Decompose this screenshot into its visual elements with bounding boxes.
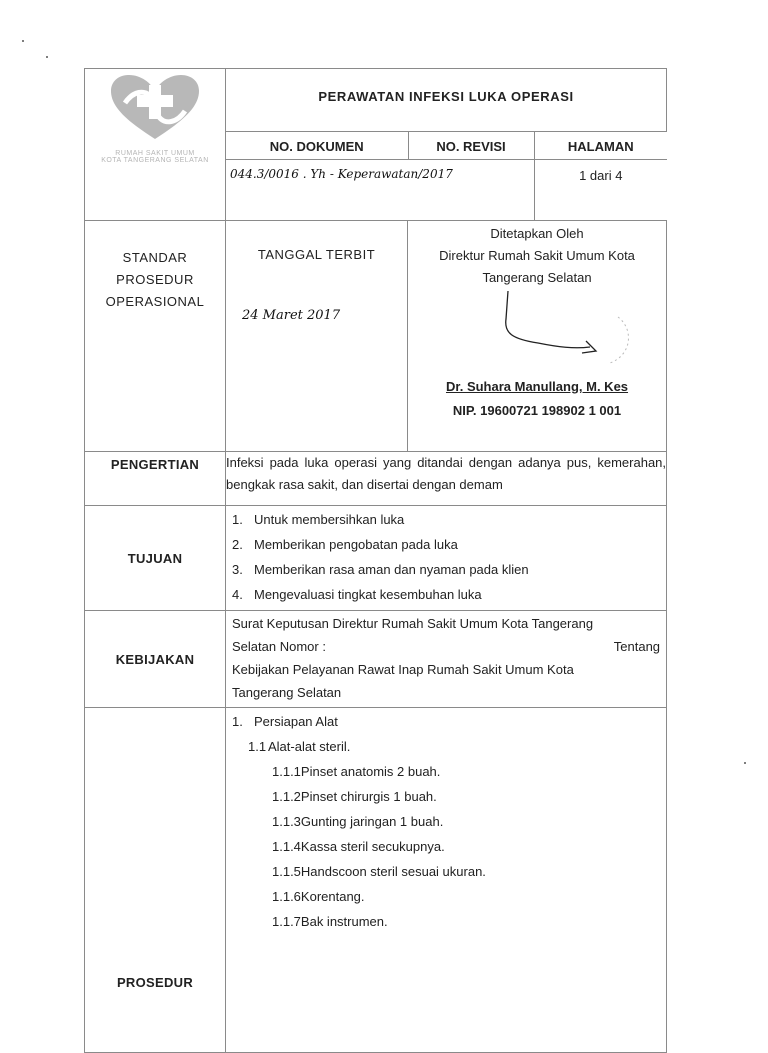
list-item: 4. Mengevaluasi tingkat kesembuhan luka xyxy=(232,587,482,602)
pengertian-text: Infeksi pada luka operasi yang ditandai dengan adanya pus, kemerahan, bengkak rasa sakit, dan disertai dengan demam xyxy=(226,452,667,506)
kebijakan-line1: Surat Keputusan Direktur Rumah Sakit Umum Kota Tangerang xyxy=(232,616,594,631)
list-item: 3. Memberikan rasa aman dan nyaman pada klien xyxy=(232,562,529,577)
kebijakan-text xyxy=(226,611,667,708)
tanggal-terbit-cell xyxy=(226,221,408,452)
spo-label-line3: OPERASIONAL xyxy=(105,294,205,309)
scan-speck xyxy=(744,762,746,764)
spo-label-line2: PROSEDUR xyxy=(116,272,194,287)
halaman-value: 1 dari 4 xyxy=(534,160,667,221)
spo-label-cell xyxy=(85,221,226,452)
spo-label-line1: STANDAR xyxy=(122,250,188,265)
sop-table xyxy=(84,68,667,1053)
logo-text-line1: RUMAH SAKIT UMUM xyxy=(115,150,195,157)
document-title: PERAWATAN INFEKSI LUKA OPERASI xyxy=(226,69,667,132)
halaman-label: HALAMAN xyxy=(534,132,667,160)
tanggal-terbit-value: 24 Maret 2017 xyxy=(242,308,341,323)
prosedur-list xyxy=(226,708,667,1053)
list-item: 1.1.2Pinset chirurgis 1 buah. xyxy=(272,789,437,804)
pengertian-label: PENGERTIAN xyxy=(85,452,226,506)
ditetapkan-line2: Direktur Rumah Sakit Umum Kota xyxy=(439,248,635,263)
sop-document xyxy=(84,68,666,1053)
no-dokumen-value-cell xyxy=(226,160,534,221)
list-item: 1.1.4Kassa steril secukupnya. xyxy=(272,839,445,854)
list-item: 1.1.3Gunting jaringan 1 buah. xyxy=(272,814,444,829)
hospital-logo xyxy=(107,73,203,143)
list-item: 1.1.1Pinset anatomis 2 buah. xyxy=(272,764,441,779)
kebijakan-label: KEBIJAKAN xyxy=(85,611,226,708)
list-item: 1.1.6Korentang. xyxy=(272,889,365,904)
prosedur-label: PROSEDUR xyxy=(85,708,226,1053)
ditetapkan-line1: Ditetapkan Oleh xyxy=(490,226,584,241)
no-dokumen-label: NO. DOKUMEN xyxy=(226,132,408,160)
logo-text-line2: KOTA TANGERANG SELATAN xyxy=(101,157,209,164)
tujuan-label: TUJUAN xyxy=(85,506,226,611)
kebijakan-line4: Tangerang Selatan xyxy=(232,685,342,700)
document-meta-table xyxy=(226,132,667,220)
list-item: 1.1.5Handscoon steril sesuai ukuran. xyxy=(272,864,486,879)
scan-speck xyxy=(46,56,48,58)
list-item: 1.1 Alat-alat steril. xyxy=(248,739,351,754)
no-dokumen-value: 044.3/0016 . Yh - Keperawatan/2017 xyxy=(230,167,453,181)
list-item: 2. Memberikan pengobatan pada luka xyxy=(232,537,458,552)
list-item: 1. Persiapan Alat xyxy=(232,714,338,729)
tujuan-list xyxy=(226,506,667,611)
signer-name: Dr. Suhara Manullang, M. Kes xyxy=(445,379,629,394)
list-item: 1.1.7Bak instrumen. xyxy=(272,914,388,929)
signature-mark xyxy=(478,289,638,369)
ditetapkan-line3: Tangerang Selatan xyxy=(482,270,592,285)
hospital-logo-cell xyxy=(85,69,226,221)
scan-speck xyxy=(22,40,24,42)
list-item: 1. Untuk membersihkan luka xyxy=(232,512,405,527)
no-revisi-label: NO. REVISI xyxy=(408,132,534,160)
ditetapkan-cell xyxy=(408,221,667,452)
signer-nip: NIP. 19600721 198902 1 001 xyxy=(452,403,622,418)
tanggal-terbit-label: TANGGAL TERBIT xyxy=(257,247,376,262)
kebijakan-line3: Kebijakan Pelayanan Rawat Inap Rumah Sakit Umum Kota xyxy=(232,662,574,677)
kebijakan-line2: Selatan Nomor : Tentang xyxy=(232,639,661,654)
signature-area xyxy=(408,289,666,369)
